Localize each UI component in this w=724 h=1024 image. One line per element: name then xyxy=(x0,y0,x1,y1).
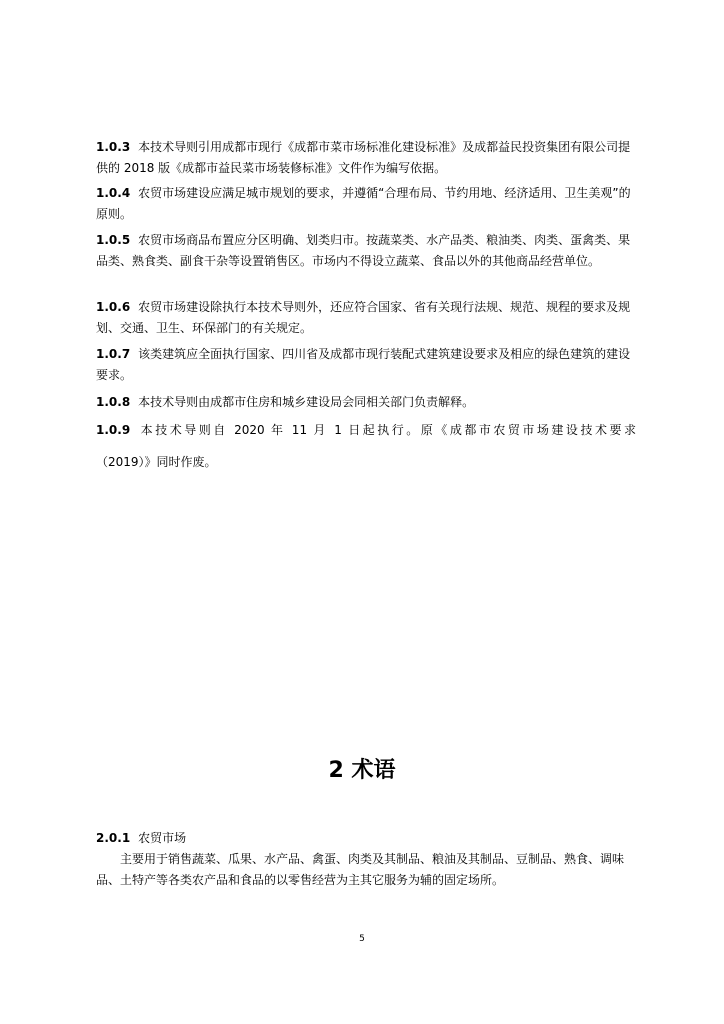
clause-text: 该类建筑应全面执行国家、四川省及成都市现行装配式建筑建设要求及相应的绿色建筑的建设要求。 xyxy=(96,347,631,382)
clause-number: 1.0.4 xyxy=(96,186,131,200)
clause-1-0-9 xyxy=(96,420,636,473)
clause-text: 本技术导则引用成都市现行《成都市菜市场标准化建设标准》及成都益民投资集团有限公司提供的 2018 版《成都市益民菜市场装修标准》文件作为编写依据。 xyxy=(96,140,631,175)
clause-text: 农贸市场建设除执行本技术导则外，还应符合国家、省有关现行法规、规范、规程的要求及规划、交通、卫生、环保部门的有关规定。 xyxy=(96,300,631,335)
clause-text: 农贸市场商品布置应分区明确、划类归市。按蔬菜类、水产品类、粮油类、肉类、蛋禽类、果品类、熟食类、副食干杂等设置销售区。市场内不得设立蔬菜、食品以外的其他商品经营单位。 xyxy=(96,233,631,268)
clause-number: 1.0.6 xyxy=(96,300,131,314)
clause-number: 1.0.9 xyxy=(96,423,131,437)
term-number: 2.0.1 xyxy=(96,831,131,845)
term-definition: 主要用于销售蔬菜、瓜果、水产品、禽蛋、肉类及其制品、粮油及其制品、豆制品、熟食、调味品、土特产等各类农产品和食品的以零售经营为主其它服务为辅的固定场所。 xyxy=(96,852,625,887)
clause-1-0-6 xyxy=(96,297,636,339)
clause-1-0-3 xyxy=(96,137,636,179)
clause-number: 1.0.5 xyxy=(96,233,131,247)
clause-1-0-8 xyxy=(96,392,636,413)
term-name: 农贸市场 xyxy=(138,831,187,845)
clause-1-0-5 xyxy=(96,230,636,272)
page-number: 5 xyxy=(359,934,365,944)
clause-line xyxy=(96,420,636,441)
clause-text: 本技术导则自 2020 年 11 月 1 日起执行。原《成都市农贸市场建设技术要求 xyxy=(138,423,636,437)
clause-1-0-4 xyxy=(96,183,636,225)
clause-number: 1.0.8 xyxy=(96,395,131,409)
clause-text: 本技术导则由成都市住房和城乡建设局会同相关部门负责解释。 xyxy=(138,395,475,409)
chapter-heading: 2 术语 xyxy=(328,758,396,783)
clause-text-continued: （2019）》同时作废。 xyxy=(96,455,217,469)
clause-1-0-7 xyxy=(96,344,636,386)
term-heading xyxy=(96,828,186,848)
clause-number: 1.0.7 xyxy=(96,347,131,361)
clause-text: 农贸市场建设应满足城市规划的要求，并遵循“合理布局、节约用地、经济适用、卫生美观”的原则。 xyxy=(96,186,631,221)
clause-number: 1.0.3 xyxy=(96,140,131,154)
